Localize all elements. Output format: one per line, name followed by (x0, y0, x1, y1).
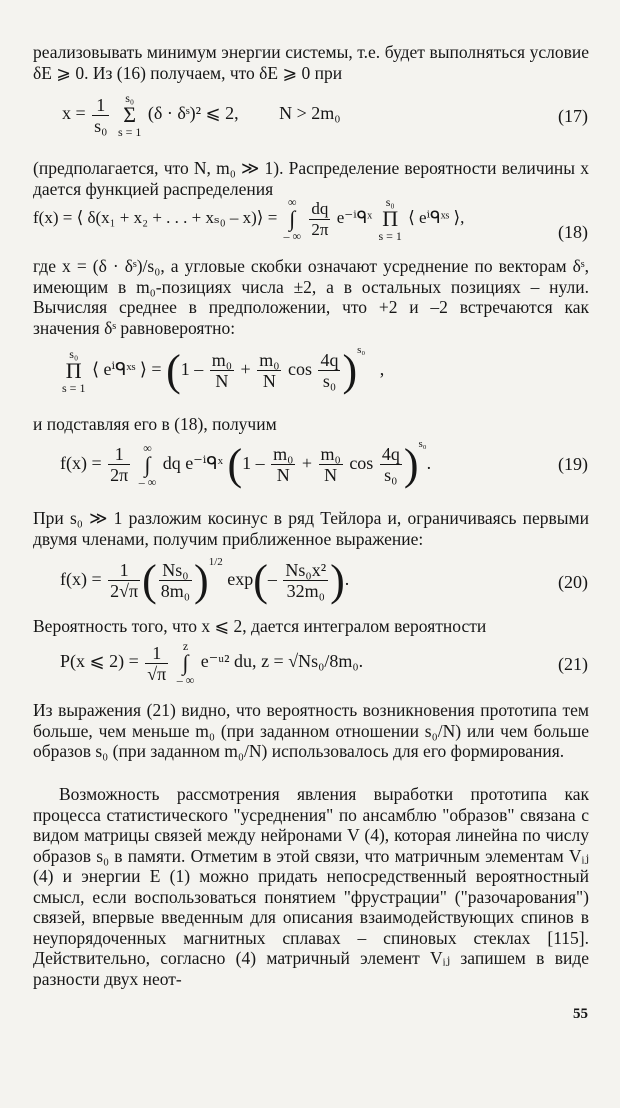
fraction: $\frac{\text{m₀}}{N}$ (320, 444, 341, 486)
fraction: $\frac{\text{Ns₀x²}}{\text{32m₀}}$ (285, 560, 327, 602)
paragraph-7: Из выражения (21) видно, что вероятность возникновения прототипа тем больше, чем меньше m₀ (при заданном отношении s₀/N) или чем больше образов s₀ (при заданном m₀/N) использовалось для его формирования. (33, 700, 589, 761)
sum-symbol: s₀ Σ s = 1 (117, 91, 142, 139)
product-symbol: s₀ Π s = 1 (62, 346, 86, 395)
equation-number: (20) (558, 572, 588, 592)
paragraph-3: где x = (δ · δˢ)/s₀, а угловые скобки означают усреднение по векторам δˢ, имеющим в m₀-позициях числа ±2, а в остальных позициях – нули. Вычисляя среднее в предположении, что +2 и –2 встречаются как значения δˢ равновероятно: (33, 256, 589, 338)
left-paren: ( (142, 555, 157, 605)
right-paren: ) (194, 555, 209, 605)
equation-number: (21) (558, 654, 588, 674)
fraction: $\frac{4q}{\text{s₀}}$ (320, 350, 339, 392)
fraction: $\frac{1}{√\pi}$ (147, 642, 167, 684)
fraction: $\frac{\text{Ns₀}}{\text{8m₀}}$ (160, 560, 191, 602)
product-symbol: s₀ Π s = 1 (378, 195, 402, 243)
left-paren: ( (227, 439, 243, 489)
equation-20: f(x) = $\frac{1}{2√\pi}$ ( $\frac{\text{Ns₀}}{\text{8m₀}}$ )$^{1/2}$ exp(– $\frac{\text{Ns₀x²}}{\text{32m₀}}$ ). (20) (60, 555, 588, 605)
equation-17: x = $\frac{1}{\text{s₀}}$ s₀ Σ s = 1 (δ · δˢ)² ⩽ 2, N > 2m₀ (17) (62, 91, 588, 139)
fraction: $\frac{1}{\text{s₀}}$ (94, 94, 108, 136)
left-paren: ( (253, 555, 268, 605)
fraction: $\frac{1}{2√\pi}$ (110, 560, 139, 602)
fraction: $\frac{dq}{2\pi}$ (311, 198, 329, 239)
equation-average: s₀ Π s = 1 ⟨ eⁱᑫˣˢ ⟩ = (1 – $\frac{\text{m₀}}{N}$ + $\frac{\text{m₀}}{N}$ cos $\frac{4q}{\text{s₀}}$ )$^{s_0}$ , (62, 344, 385, 395)
paragraph-4: и подставляя его в (18), получим (33, 414, 277, 434)
paragraph-8: Возможность рассмотрения явления выработки прототипа как процесса статистического "усреднения" по ансамблю "образов" связана с видом матрицы связей между нейронами V (4), которая линейна по числу образов s₀ в памяти. Отметим в этой связи, что матричным элементам Vᵢⱼ (4) и энергии E (1) можно придать непосредственный вероятностный смысл, если воспользоваться понятием "фрустрации" ("разочарования") связей, впервые введенным для описания взаимодействующих спинов в неупорядоченных магнитных сплавах – спиновых стеклах [115]. Действительно, согласно (4) матричный элемент Vᵢⱼ запишем в виде разности двух неот- (33, 784, 589, 989)
fraction: $\frac{\text{m₀}}{N}$ (259, 350, 280, 392)
left-paren: ( (166, 345, 181, 395)
equation-21: P(x ⩽ 2) = $\frac{1}{√\pi}$ z ∫ – ∞ e⁻ᵘ² du, z = √Ns₀/8m₀. (21) (60, 639, 588, 687)
page-number: 55 (573, 1006, 588, 1022)
fraction: $\frac{\text{m₀}}{N}$ (273, 444, 294, 486)
right-paren: ) (342, 345, 358, 395)
fraction: $\frac{\text{m₀}}{N}$ (211, 350, 233, 392)
fraction: $\frac{1}{2\pi}$ (110, 444, 129, 486)
paragraph-5: При s₀ ≫ 1 разложим косинус в ряд Тейлора и, ограничиваясь первыми двумя членами, получим приближенное выражение: (33, 508, 589, 549)
equation-number: (17) (558, 106, 588, 126)
paragraph-2: (предполагается, что N, m₀ ≫ 1). Распределение вероятности величины x дается функцией распределения (33, 158, 589, 199)
equation-number: (18) (558, 222, 588, 242)
integral-symbol: ∞ ∫ – ∞ (283, 195, 302, 243)
equation-19: f(x) = $\frac{1}{2\pi}$ ∞ ∫ – ∞ dq e⁻ⁱᑫˣ (1 – $\frac{\text{m₀}}{N}$ + $\frac{\text{m₀}}{N}$ cos $\frac{4q}{\text{s₀}}$ )$^{s_0}$. (19) (60, 438, 588, 489)
integral-symbol: z ∫ – ∞ (176, 639, 195, 687)
right-paren: ) (330, 555, 345, 605)
fraction: $\frac{4q}{\text{s₀}}$ (381, 444, 400, 486)
paragraph-6: Вероятность того, что x ⩽ 2, дается интегралом вероятности (33, 616, 487, 636)
equation-18: f(x) = ⟨ δ(x₁ + x₂ + . . . + xₛ₀ – x)⟩ = ∞ ∫ – ∞ $\frac{dq}{2\pi}$ e⁻ⁱᑫˣ s₀ Π s = 1 ⟨ eⁱᑫˣˢ ⟩, (18) (33, 195, 588, 243)
paragraph-1: реализовывать минимум энергии системы, т.е. будет выполняться условие δE ⩾ 0. Из (16) получаем, что δE ⩾ 0 при (33, 42, 589, 83)
equation-number: (19) (558, 454, 588, 474)
integral-symbol: ∞ ∫ – ∞ (138, 440, 157, 489)
right-paren: ) (403, 439, 419, 489)
